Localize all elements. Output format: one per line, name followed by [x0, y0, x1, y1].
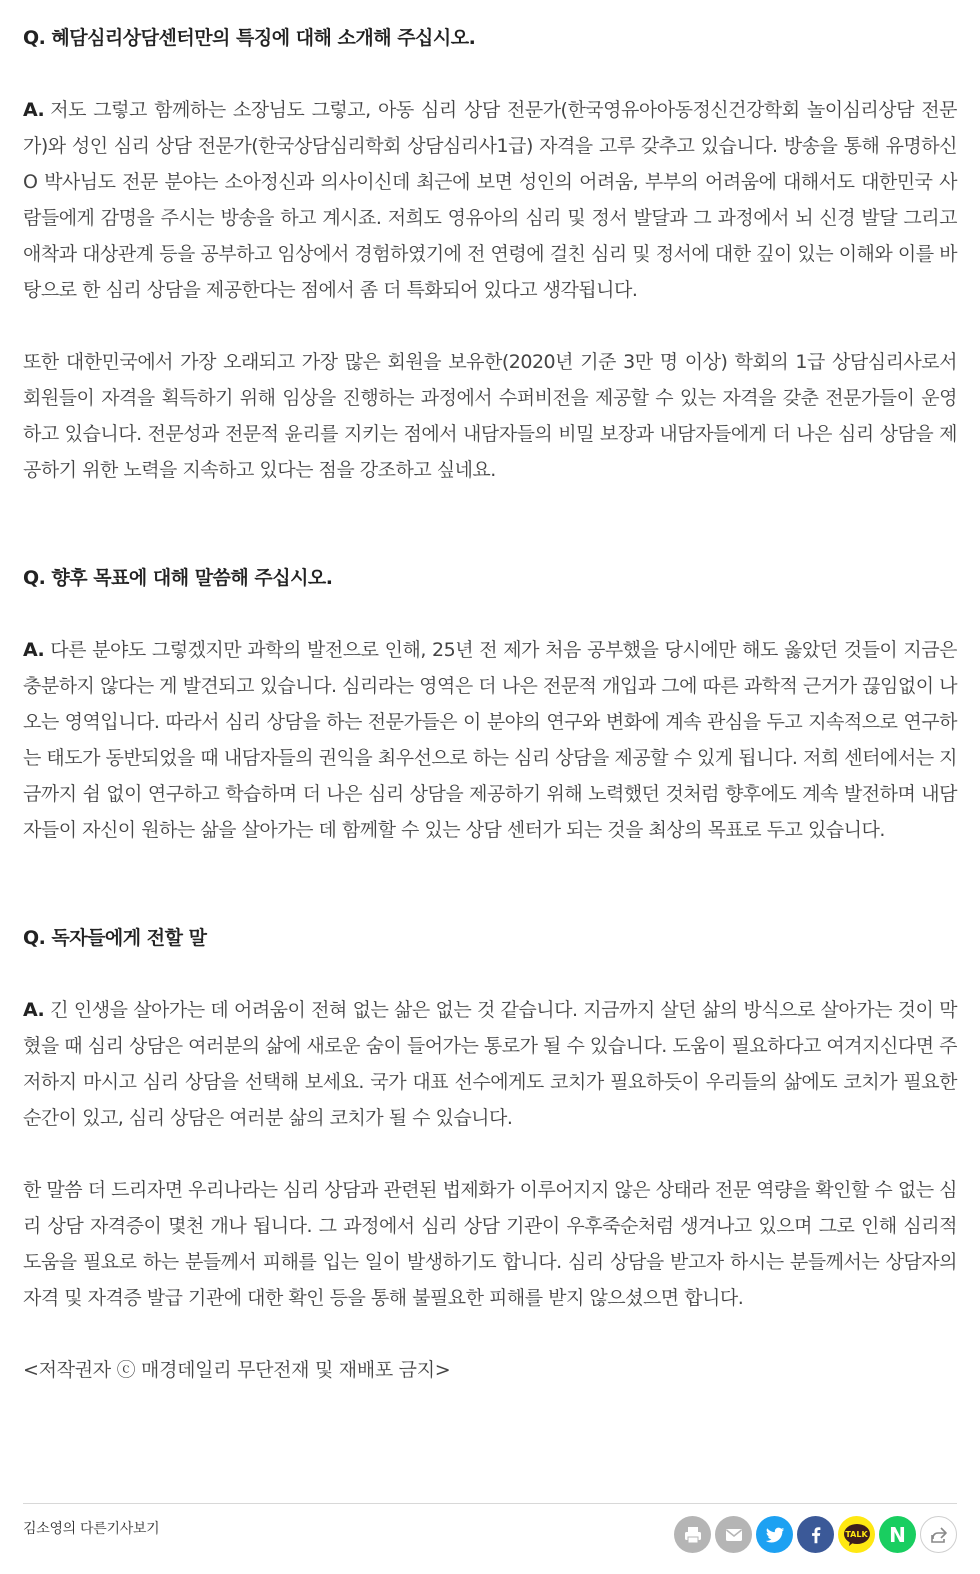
question-text: 향후 목표에 대해 말씀해 주십시오.: [51, 567, 333, 589]
answer-text: 한 말씀 더 드리자면 우리나라는 심리 상담과 관련된 법제화가 이루어지지 않은 상태라 전문 역량을 확인할 수 없는 심리 상담 자격증이 몇천 개나 됩니다. 그 과정에서 심리 상담 기관이 우후죽순처럼 생겨나고 있으며 그로 인해 심리적 도움을 필요로 하는 분들께서 피해를 입는 일이 발생하기도 합니다. 심리 상담을 받고자 하시는 분들께서는 상담자의 자격 및 자격증 발급 기관에 대한 확인 등을 통해 불필요한 피해를 받지 않으셨으면 합니다.: [23, 1179, 957, 1309]
kakaotalk-button[interactable]: [838, 1516, 875, 1553]
naver-icon: N: [889, 1522, 906, 1547]
answer-paragraph: [23, 344, 957, 488]
answer-prefix: A.: [23, 639, 45, 661]
answer-text: 또한 대한민국에서 가장 오래되고 가장 많은 회원을 보유한(2020년 기준 3만 명 이상) 학회의 1급 상담심리사로서 회원들이 자격을 획득하기 위해 임상을 진행하는 과정에서 수퍼비전을 제공할 수 있는 자격을 갖춘 전문가들이 운영하고 있습니다. 전문성과 전문적 윤리를 지키는 점에서 내담자들의 비밀 보장과 내담자들에게 더 나은 심리 상담을 제공하기 위한 노력을 지속하고 있다는 점을 강조하고 싶네요.: [23, 351, 957, 481]
answer-prefix: A.: [23, 99, 45, 121]
answer-paragraph: [23, 92, 957, 308]
email-icon: [723, 1524, 745, 1546]
question-prefix: Q.: [23, 567, 46, 589]
facebook-button[interactable]: [797, 1516, 834, 1553]
question-text: 독자들에게 전할 말: [51, 927, 207, 949]
share-icon: [929, 1525, 949, 1545]
question-heading: [23, 560, 957, 596]
print-button[interactable]: [674, 1516, 711, 1553]
question-text: 혜담심리상담센터만의 특징에 대해 소개해 주십시오.: [51, 27, 476, 49]
answer-paragraph: [23, 1172, 957, 1316]
more-articles-link[interactable]: 김소영의 다른기사보기: [23, 1521, 160, 1537]
print-icon: [682, 1524, 704, 1546]
answer-text: 저도 그렇고 함께하는 소장님도 그렇고, 아동 심리 상담 전문가(한국영유아아동정신건강학회 놀이심리상담 전문가)와 성인 심리 상담 전문가(한국상담심리학회 상담심리사1급) 자격을 고루 갖추고 있습니다. 방송을 통해 유명하신 O 박사님도 전문 분야는 소아정신과 의사이신데 최근에 보면 성인의 어려움, 부부의 어려움에 대해서도 대한민국 사람들에게 감명을 주시는 방송을 하고 계시죠. 저희도 영유아의 심리 및 정서 발달과 그 과정에서 뇌 신경 발달 그리고 애착과 대상관계 등을 공부하고 임상에서 경험하였기에 전 연령에 걸친 심리 및 정서에 대한 깊이 있는 이해와 이를 바탕으로 한 심리 상담을 제공한다는 점에서 좀 더 특화되어 있다고 생각됩니다.: [23, 99, 957, 301]
article-body: [23, 20, 957, 1388]
question-prefix: Q.: [23, 927, 46, 949]
email-button[interactable]: [715, 1516, 752, 1553]
facebook-icon: [805, 1524, 827, 1546]
answer-text: 긴 인생을 살아가는 데 어려움이 전혀 없는 삶은 없는 것 같습니다. 지금까지 살던 삶의 방식으로 살아가는 것이 막혔을 때 심리 상담은 여러분의 삶에 새로운 숨이 들어가는 통로가 될 수 있습니다. 도움이 필요하다고 여겨지신다면 주저하지 마시고 심리 상담을 선택해 보세요. 국가 대표 선수에게도 코치가 필요하듯이 우리들의 삶에도 코치가 필요한 순간이 있고, 심리 상담은 여러분 삶의 코치가 될 수 있습니다.: [23, 999, 957, 1129]
question-prefix: Q.: [23, 27, 46, 49]
twitter-icon: [764, 1524, 786, 1546]
question-heading: [23, 20, 957, 56]
answer-prefix: A.: [23, 999, 45, 1021]
naver-button[interactable]: [879, 1516, 916, 1553]
share-bar: [674, 1516, 957, 1553]
share-button[interactable]: [920, 1516, 957, 1553]
kakaotalk-label: TALK: [845, 1530, 868, 1539]
question-heading: [23, 920, 957, 956]
answer-text: 다른 분야도 그렇겠지만 과학의 발전으로 인해, 25년 전 제가 처음 공부했을 당시에만 해도 옳았던 것들이 지금은 충분하지 않다는 게 발견되고 있습니다. 심리라는 영역은 더 나은 전문적 개입과 그에 따른 과학적 근거가 끊임없이 나오는 영역입니다. 따라서 심리 상담을 하는 전문가들은 이 분야의 연구와 변화에 계속 관심을 두고 지속적으로 연구하는 태도가 동반되었을 때 내담자들의 권익을 최우선으로 하는 심리 상담을 제공할 수 있게 됩니다. 저희 센터에서는 지금까지 쉼 없이 연구하고 학습하며 더 나은 심리 상담을 제공하기 위해 노력했던 것처럼 향후에도 계속 발전하며 내담자들이 자신이 원하는 삶을 살아가는 데 함께할 수 있는 상담 센터가 되는 것을 최상의 목표로 두고 있습니다.: [23, 639, 957, 841]
article-footer: [23, 1503, 957, 1574]
twitter-button[interactable]: [756, 1516, 793, 1553]
answer-paragraph: [23, 632, 957, 848]
answer-paragraph: [23, 992, 957, 1136]
copyright-notice: <저작권자 ⓒ 매경데일리 무단전재 및 재배포 금지>: [23, 1359, 451, 1381]
